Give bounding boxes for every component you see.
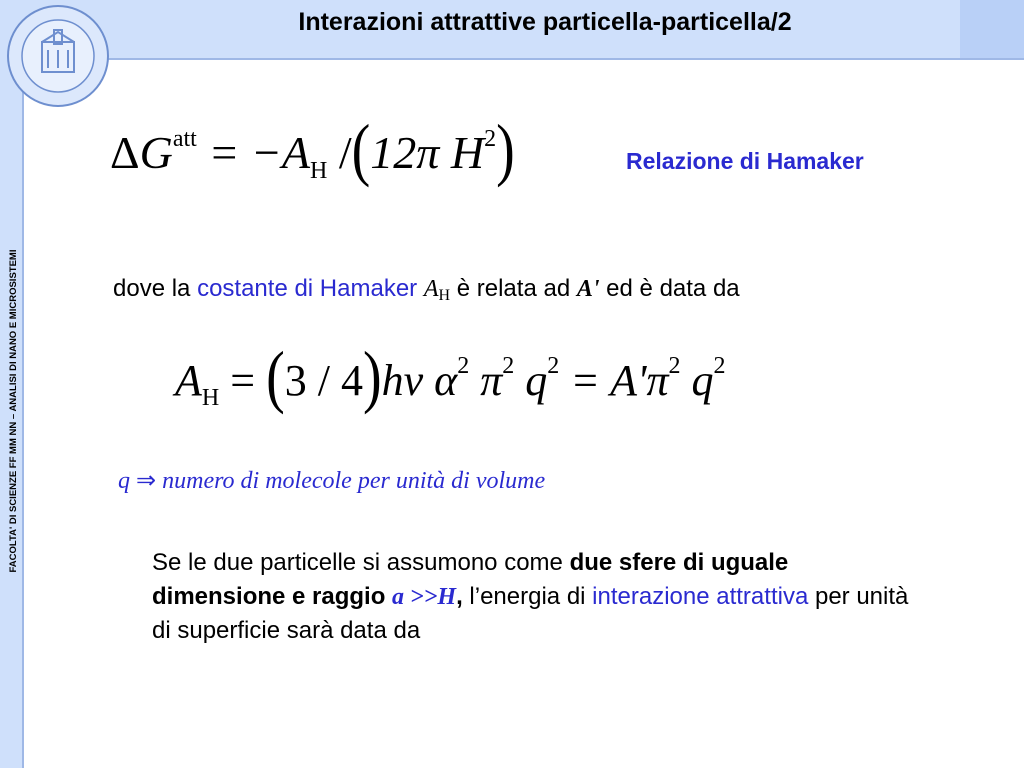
sentence-mid: è relata ad [450, 275, 577, 302]
denominator: 12π H [370, 127, 485, 178]
slide-title: Interazioni attrattive particella-particella/2 [298, 8, 792, 36]
open-paren: ( [351, 111, 371, 189]
squared: 2 [484, 126, 497, 152]
close-paren: ) [496, 111, 515, 189]
sup-1: 2 [457, 353, 470, 379]
para-bold-condition: a >>H [392, 584, 457, 610]
a-prime-pi: = A'π [559, 356, 669, 405]
sidebar-vertical-text: FACOLTA' DI SCIENZE FF MM NN – ANALISI DI NANO E MICROSISTEMI [8, 249, 19, 573]
para-text-3: per unità di superficie sarà data da [152, 583, 909, 644]
h-subscript-2: H [201, 385, 220, 411]
open-paren-2: ( [266, 338, 285, 416]
q-1: q [514, 356, 548, 405]
para-text-2: l’energia di [462, 583, 593, 610]
para-bold-comma: , [456, 583, 463, 610]
delta-symbol: Δ [110, 127, 140, 178]
pi-1: π [469, 356, 503, 405]
hamaker-constant-term: costante di Hamaker [197, 275, 424, 302]
hamaker-equation [110, 111, 515, 189]
ah-subscript: H [438, 287, 451, 304]
implies-arrow-icon: ⇒ [136, 468, 157, 494]
sup-5: 2 [713, 353, 726, 379]
rhs-term: = −A [208, 127, 311, 178]
spheres-paragraph [152, 546, 912, 648]
a-symbol: A [175, 356, 202, 405]
sup-4: 2 [668, 353, 681, 379]
q-definition-note [118, 466, 545, 495]
para-bold-spheres: due sfere di uguale dimensione e raggio [152, 549, 789, 610]
q-2: q [680, 356, 714, 405]
sentence-pre: dove la [113, 275, 198, 302]
attractive-interaction-term: interazione attrattiva [592, 583, 809, 610]
para-text-1: Se le due particelle si assumono come [152, 549, 570, 576]
university-seal-logo [4, 2, 112, 110]
ah-symbol: A [423, 276, 439, 302]
hamaker-constant-equation [175, 338, 726, 416]
att-superscript: att [172, 126, 197, 152]
h-nu-alpha: hν α [381, 356, 458, 405]
hamaker-relation-label: Relazione di Hamaker [626, 148, 864, 174]
sentence-post: ed è data da [599, 275, 740, 302]
sup-3: 2 [547, 353, 560, 379]
title-band-accent [960, 0, 1024, 62]
g-symbol: G [139, 127, 173, 178]
a-prime-symbol: A' [576, 276, 600, 302]
slash: / [338, 127, 352, 178]
close-paren-2: ) [362, 338, 382, 416]
equals: = [219, 356, 267, 405]
hamaker-constant-sentence [113, 275, 740, 305]
fraction: 3 / 4 [284, 356, 363, 405]
q-symbol: q [118, 468, 130, 494]
sup-2: 2 [502, 353, 515, 379]
q-definition-text: numero di molecole per unità di volume [162, 468, 546, 494]
h-subscript: H [310, 158, 328, 184]
